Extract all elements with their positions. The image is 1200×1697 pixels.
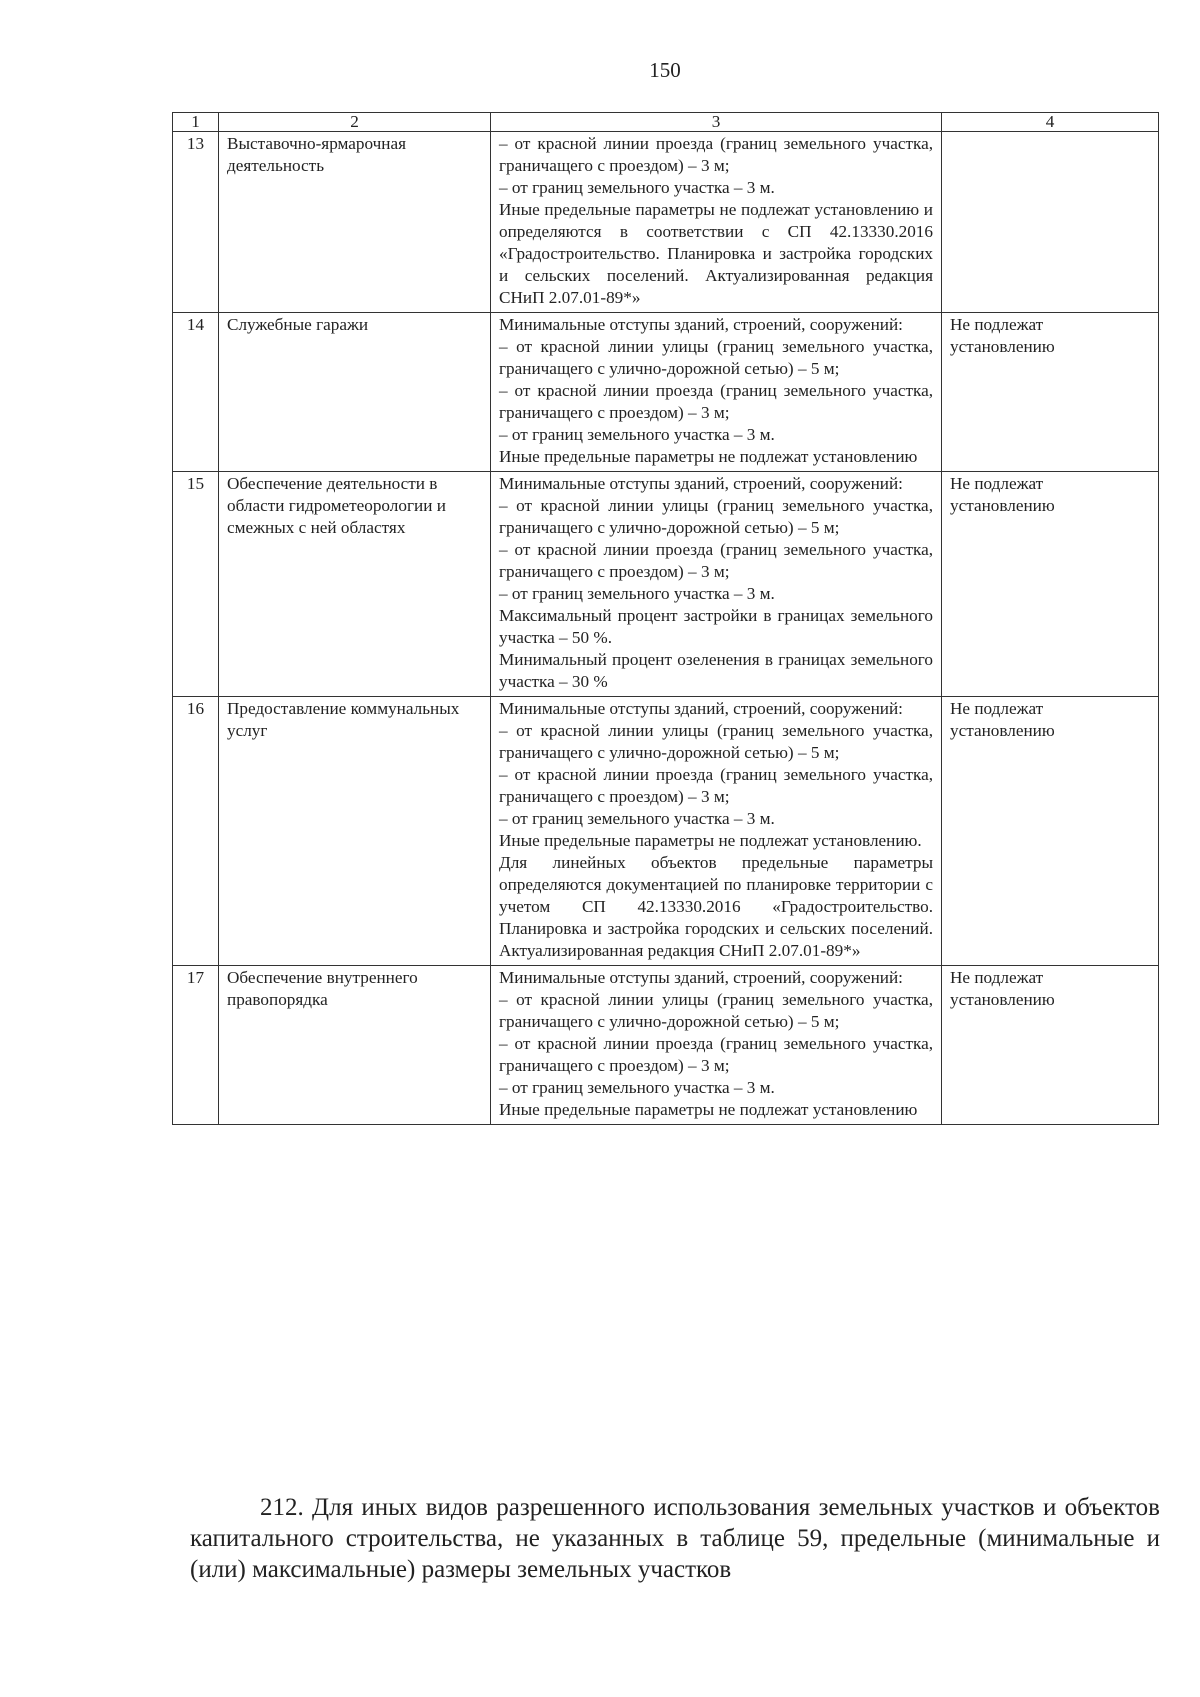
paragraph-212: 212. Для иных видов разрешенного использования земельных участков и объектов капитального строительства, не указанных в таблице 59, предельные (минимальные и (или) максимальные) размеры земельных участков (190, 1494, 1160, 1583)
zoning-parameters-table (172, 112, 1159, 1125)
limit-parameters (491, 697, 942, 966)
header-col-3: 3 (491, 113, 942, 132)
other-parameters: Не подлежат установлению (942, 472, 1159, 697)
parameter-line: – от границ земельного участка – 3 м. (499, 1078, 775, 1097)
parameter-line: Для линейных объектов предельные параметры определяются документацией по планировке территории с учетом СП 42.13330.2016 «Градостроительство. Планировка и застройка городских и сельских поселений. Актуализированная редакция СНиП 2.07.01-89*» (499, 853, 933, 960)
row-number: 14 (173, 313, 219, 472)
other-parameters: Не подлежат установлению (942, 966, 1159, 1125)
parameter-line: – от красной линии проезда (границ земельного участка, граничащего с проездом) – 3 м; (499, 765, 933, 806)
parameter-line: – от границ земельного участка – 3 м. (499, 584, 775, 603)
parameter-line: – от красной линии улицы (границ земельного участка, граничащего с улично-дорожной сетью) – 5 м; (499, 721, 933, 762)
table-row (173, 697, 1159, 966)
header-col-2: 2 (219, 113, 491, 132)
parameter-line: Иные предельные параметры не подлежат установлению (499, 447, 918, 466)
parameter-line: – от границ земельного участка – 3 м. (499, 178, 775, 197)
row-number: 13 (173, 132, 219, 313)
parameter-line: – от красной линии улицы (границ земельного участка, граничащего с улично-дорожной сетью) – 5 м; (499, 990, 933, 1031)
row-number: 16 (173, 697, 219, 966)
header-col-1: 1 (173, 113, 219, 132)
page-number: 150 (649, 58, 681, 82)
parameter-line: Иные предельные параметры не подлежат установлению. (499, 831, 922, 850)
limit-parameters (491, 966, 942, 1125)
parameter-line: Иные предельные параметры не подлежат установлению (499, 1100, 918, 1119)
table-header-row (173, 113, 1159, 132)
parameter-line: – от красной линии проезда (границ земельного участка, граничащего с проездом) – 3 м; (499, 381, 933, 422)
table-row (173, 132, 1159, 313)
use-type-name: Предоставление коммунальных услуг (219, 697, 491, 966)
limit-parameters (491, 132, 942, 313)
parameter-line: – от красной линии проезда (границ земельного участка, граничащего с проездом) – 3 м; (499, 134, 933, 175)
parameter-line: – от красной линии улицы (границ земельного участка, граничащего с улично-дорожной сетью) – 5 м; (499, 496, 933, 537)
parameter-line: Минимальный процент озеленения в границах земельного участка – 30 % (499, 650, 933, 691)
table-row (173, 472, 1159, 697)
table-row (173, 313, 1159, 472)
limit-parameters (491, 472, 942, 697)
use-type-name: Обеспечение внутреннего правопорядка (219, 966, 491, 1125)
parameter-line: – от красной линии проезда (границ земельного участка, граничащего с проездом) – 3 м; (499, 540, 933, 581)
parameter-line: Минимальные отступы зданий, строений, сооружений: (499, 315, 903, 334)
row-number: 15 (173, 472, 219, 697)
parameter-line: – от красной линии проезда (границ земельного участка, граничащего с проездом) – 3 м; (499, 1034, 933, 1075)
use-type-name: Выставочно-ярмарочная деятельность (219, 132, 491, 313)
header-col-4: 4 (942, 113, 1159, 132)
other-parameters (942, 132, 1159, 313)
parameter-line: Максимальный процент застройки в границах земельного участка – 50 %. (499, 606, 933, 647)
parameter-line: Минимальные отступы зданий, строений, сооружений: (499, 968, 903, 987)
row-number: 17 (173, 966, 219, 1125)
other-parameters: Не подлежат установлению (942, 697, 1159, 966)
limit-parameters (491, 313, 942, 472)
parameter-line: Минимальные отступы зданий, строений, сооружений: (499, 699, 903, 718)
other-parameters: Не подлежат установлению (942, 313, 1159, 472)
parameter-line: Иные предельные параметры не подлежат установлению и определяются в соответствии с СП 42.13330.2016 «Градостроительство. Планировка и застройка городских и сельских поселений. Актуализированная редакция СНиП 2.07.01-89*» (499, 200, 933, 307)
parameter-line: – от границ земельного участка – 3 м. (499, 425, 775, 444)
parameter-line: – от границ земельного участка – 3 м. (499, 809, 775, 828)
use-type-name: Служебные гаражи (219, 313, 491, 472)
parameter-line: Минимальные отступы зданий, строений, сооружений: (499, 474, 903, 493)
table-row (173, 966, 1159, 1125)
parameter-line: – от красной линии улицы (границ земельного участка, граничащего с улично-дорожной сетью) – 5 м; (499, 337, 933, 378)
use-type-name: Обеспечение деятельности в области гидрометеорологии и смежных с ней областях (219, 472, 491, 697)
table-body (173, 132, 1159, 1125)
